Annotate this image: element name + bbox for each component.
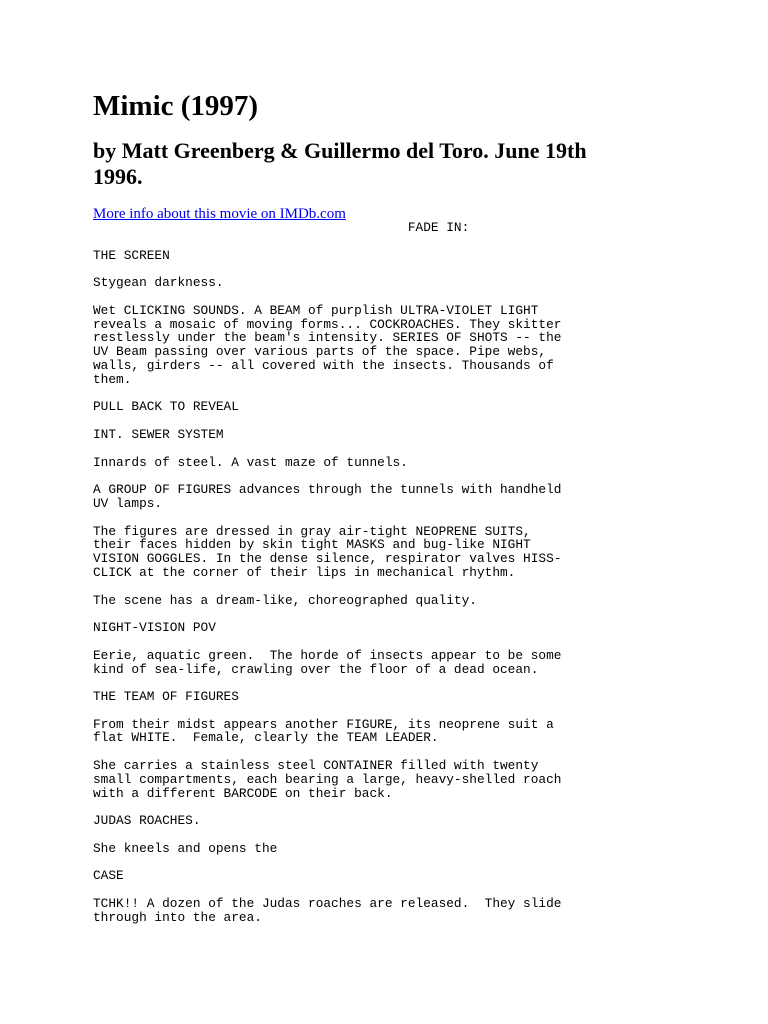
script-line: them. (93, 371, 132, 387)
script-line: CLICK at the corner of their lips in mechanical rhythm. (93, 564, 516, 580)
script-line: THE SCREEN (93, 247, 170, 263)
script-line (93, 800, 561, 814)
script-line: walls, girders -- all covered with the insects. Thousands of (93, 357, 554, 373)
script-line: reveals a mosaic of moving forms... COCKROACHES. They skitter (93, 316, 562, 332)
script-line: A GROUP OF FIGURES advances through the tunnels with handheld (93, 482, 562, 498)
script-line: CASE (93, 868, 124, 884)
script-line: She kneels and opens the (93, 840, 278, 856)
script-line: kind of sea-life, crawling over the floor of a dead ocean. (93, 661, 539, 677)
script-line: with a different BARCODE on their back. (93, 785, 393, 801)
script-line: UV lamps. (93, 495, 163, 511)
script-line: Innards of steel. A vast maze of tunnels. (93, 454, 408, 470)
script-line (93, 387, 561, 401)
script-line (93, 745, 561, 759)
script-line (93, 635, 561, 649)
script-line (93, 676, 561, 690)
script-line (93, 856, 561, 870)
script-line (93, 580, 561, 594)
script-line: Eerie, aquatic green. The horde of insects appear to be some (93, 647, 562, 663)
script-line (93, 607, 561, 621)
imdb-link[interactable]: More info about this movie on IMDb.com (93, 206, 346, 222)
script-line: She carries a stainless steel CONTAINER filled with twenty (93, 758, 539, 774)
script-line: The figures are dressed in gray air-tight NEOPRENE SUITS, (93, 523, 531, 539)
script-line (93, 469, 561, 483)
script-line: NIGHT-VISION POV (93, 620, 216, 636)
script-line (93, 414, 561, 428)
script-line (93, 262, 561, 276)
script-line: their faces hidden by skin tight MASKS and bug-like NIGHT (93, 537, 531, 553)
script-line: Stygean darkness. (93, 275, 224, 291)
byline: by Matt Greenberg & Guillermo del Toro. June 19th 1996. (93, 138, 587, 189)
script-line: INT. SEWER SYSTEM (93, 426, 224, 442)
script-line: From their midst appears another FIGURE, its neoprene suit a (93, 716, 554, 732)
script-line (93, 511, 561, 525)
script-line: The scene has a dream-like, choreographed quality. (93, 592, 477, 608)
script-body (93, 221, 561, 925)
script-line (93, 235, 561, 249)
script-line: THE TEAM OF FIGURES (93, 689, 239, 705)
script-line: FADE IN: (93, 220, 470, 235)
script-line: TCHK!! A dozen of the Judas roaches are released. They slide (93, 896, 562, 912)
script-line: UV Beam passing over various parts of the space. Pipe webs, (93, 344, 547, 360)
script-line (93, 828, 561, 842)
script-line (93, 883, 561, 897)
script-line (93, 704, 561, 718)
script-line: restlessly under the beam's intensity. SERIES OF SHOTS -- the (93, 330, 562, 346)
script-line: JUDAS ROACHES. (93, 813, 201, 829)
script-line (93, 442, 561, 456)
script-line (93, 290, 561, 304)
script-line: small compartments, each bearing a large, heavy-shelled roach (93, 771, 562, 787)
script-line: VISION GOGGLES. In the dense silence, respirator valves HISS- (93, 551, 562, 567)
page-title: Mimic (1997) (93, 90, 259, 122)
script-line: flat WHITE. Female, clearly the TEAM LEADER. (93, 730, 439, 746)
script-line: through into the area. (93, 909, 262, 925)
script-line: Wet CLICKING SOUNDS. A BEAM of purplish ULTRA-VIOLET LIGHT (93, 302, 539, 318)
script-line: PULL BACK TO REVEAL (93, 399, 239, 415)
